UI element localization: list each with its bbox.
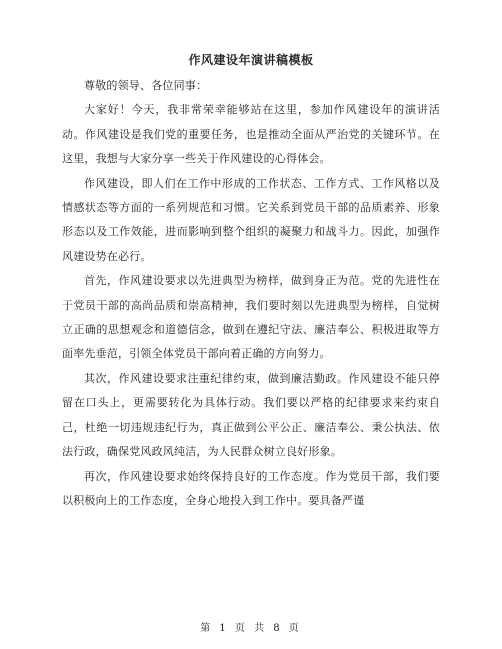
page-number-footer: 第 1 页 共 8 页 xyxy=(200,623,302,634)
paragraph-first-point: 首先，作风建设要求以先进典型为榜样，做到身正为范。党的先进性在于党员干部的高尚品质和崇高精神，我们要时刻以先进典型为榜样，自觉树立正确的思想观念和道德信念，做到在遵纪守法、廉洁奉公、积极进取等方面率先垂范，引领全体党员干部向着正确的方向努力。 xyxy=(62,274,440,361)
paragraph-third-point: 再次，作风建设要求始终保持良好的工作态度。作为党员干部，我们要以积极向上的工作态度，全身心地投入到工作中。要具备严谨 xyxy=(62,469,440,507)
document-title: 作风建设年演讲稿模板 xyxy=(188,53,314,67)
paragraph-definition: 作风建设，即人们在工作中形成的工作状态、工作方式、工作风格以及情感状态等方面的一系列规范和习惯。它关系到党员干部的品质素养、形象形态以及工作效能，进而影响到整个组织的凝聚力和战斗力。因此，加强作风建设势在必行。 xyxy=(62,176,440,263)
salutation: 尊敬的领导、各位同事： xyxy=(84,79,208,92)
paragraph-second-point: 其次，作风建设要求注重纪律约束，做到廉洁勤政。作风建设不能只停留在口头上，更需要转化为具体行动。我们要以严格的纪律要求来约束自己，杜绝一切违规违纪行为，真正做到公平公正、廉洁奉公、秉公执法、依法行政，确保党风政风纯洁，为人民群众树立良好形象。 xyxy=(62,371,440,459)
paragraph-intro: 大家好！今天，我非常荣幸能够站在这里，参加作风建设年的演讲活动。作风建设是我们党的重要任务，也是推动全面从严治党的关键环节。在这里，我想与大家分享一些关于作风建设的心得体会。 xyxy=(62,103,440,166)
